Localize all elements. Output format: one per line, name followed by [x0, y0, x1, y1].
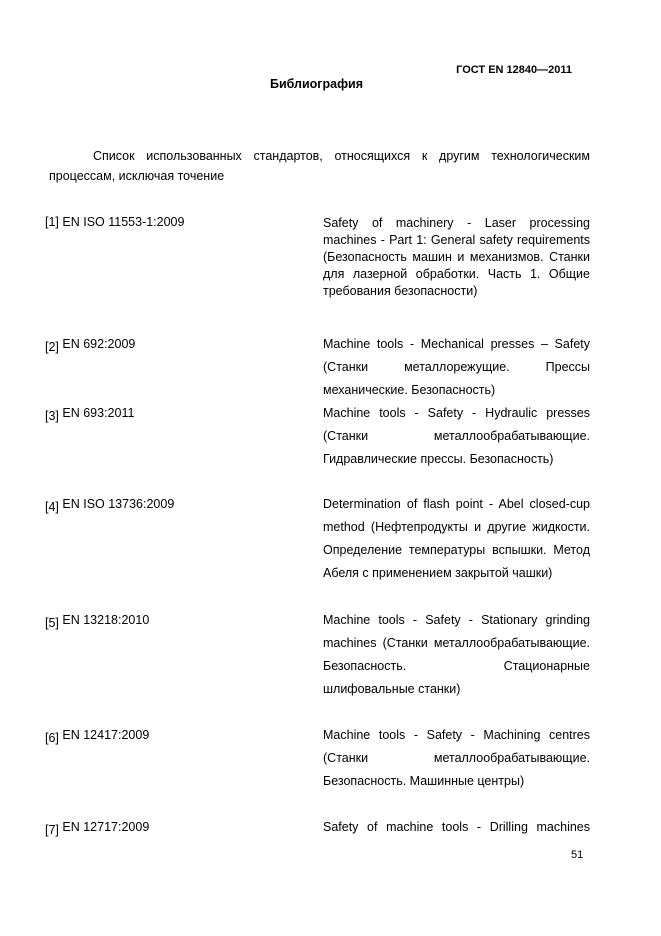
- reference-number: [1]: [45, 215, 59, 229]
- page-title: Библиография: [269, 77, 364, 91]
- reference-5-id: [45, 613, 150, 630]
- reference-standard: EN 692:2009: [62, 337, 136, 351]
- reference-3-id: [45, 406, 135, 423]
- reference-standard: EN 13218:2010: [62, 613, 150, 627]
- intro-paragraph: Список использованных стандартов, относящихся к другим технологическим процессам, исключая точение: [49, 149, 590, 183]
- reference-7-title: Safety of machine tools - Drilling machines: [323, 820, 590, 834]
- reference-standard: EN 12717:2009: [62, 820, 150, 834]
- page-number: 51: [571, 849, 584, 861]
- reference-6-title: Machine tools - Safety - Machining centres (Станки металлообрабатывающие. Безопасность. Машинные центры): [323, 728, 590, 788]
- reference-number: [4]: [45, 500, 59, 514]
- reference-1-id: [45, 215, 184, 229]
- reference-number: [2]: [45, 340, 59, 354]
- document-code: ГОСТ EN 12840—2011: [456, 64, 572, 76]
- reference-2-title: Machine tools - Mechanical presses – Safety (Станки металлорежущие. Прессы механические. Безопасность): [323, 337, 590, 397]
- reference-6-id: [45, 728, 150, 745]
- reference-7-id: [45, 820, 150, 837]
- reference-5-title: Machine tools - Safety - Stationary grinding machines (Станки металлообрабатывающие. Безопасность. Стационарные шлифовальные станки): [323, 613, 590, 696]
- reference-number: [5]: [45, 616, 59, 630]
- reference-1-title: Safety of machinery - Laser processing machines - Part 1: General safety requirements (Безопасность машин и механизмов. Станки для лазерной обработки. Часть 1. Общие требования безопасности): [323, 216, 590, 298]
- reference-4-id: [45, 497, 175, 514]
- reference-number: [3]: [45, 409, 59, 423]
- reference-number: [6]: [45, 731, 59, 745]
- reference-standard: EN 12417:2009: [62, 728, 150, 742]
- reference-4-title: Determination of flash point - Abel closed-cup method (Нефтепродукты и другие жидкости. Определение температуры вспышки. Метод Абеля с применением закрытой чашки): [323, 497, 590, 580]
- reference-standard: EN ISO 13736:2009: [62, 497, 175, 511]
- reference-standard: EN ISO 11553-1:2009: [62, 215, 185, 229]
- reference-number: [7]: [45, 823, 59, 837]
- reference-standard: EN 693:2011: [62, 406, 135, 420]
- reference-3-title: Machine tools - Safety - Hydraulic presses (Станки металлообрабатывающие. Гидравлические прессы. Безопасность): [323, 406, 590, 466]
- reference-2-id: [45, 337, 136, 354]
